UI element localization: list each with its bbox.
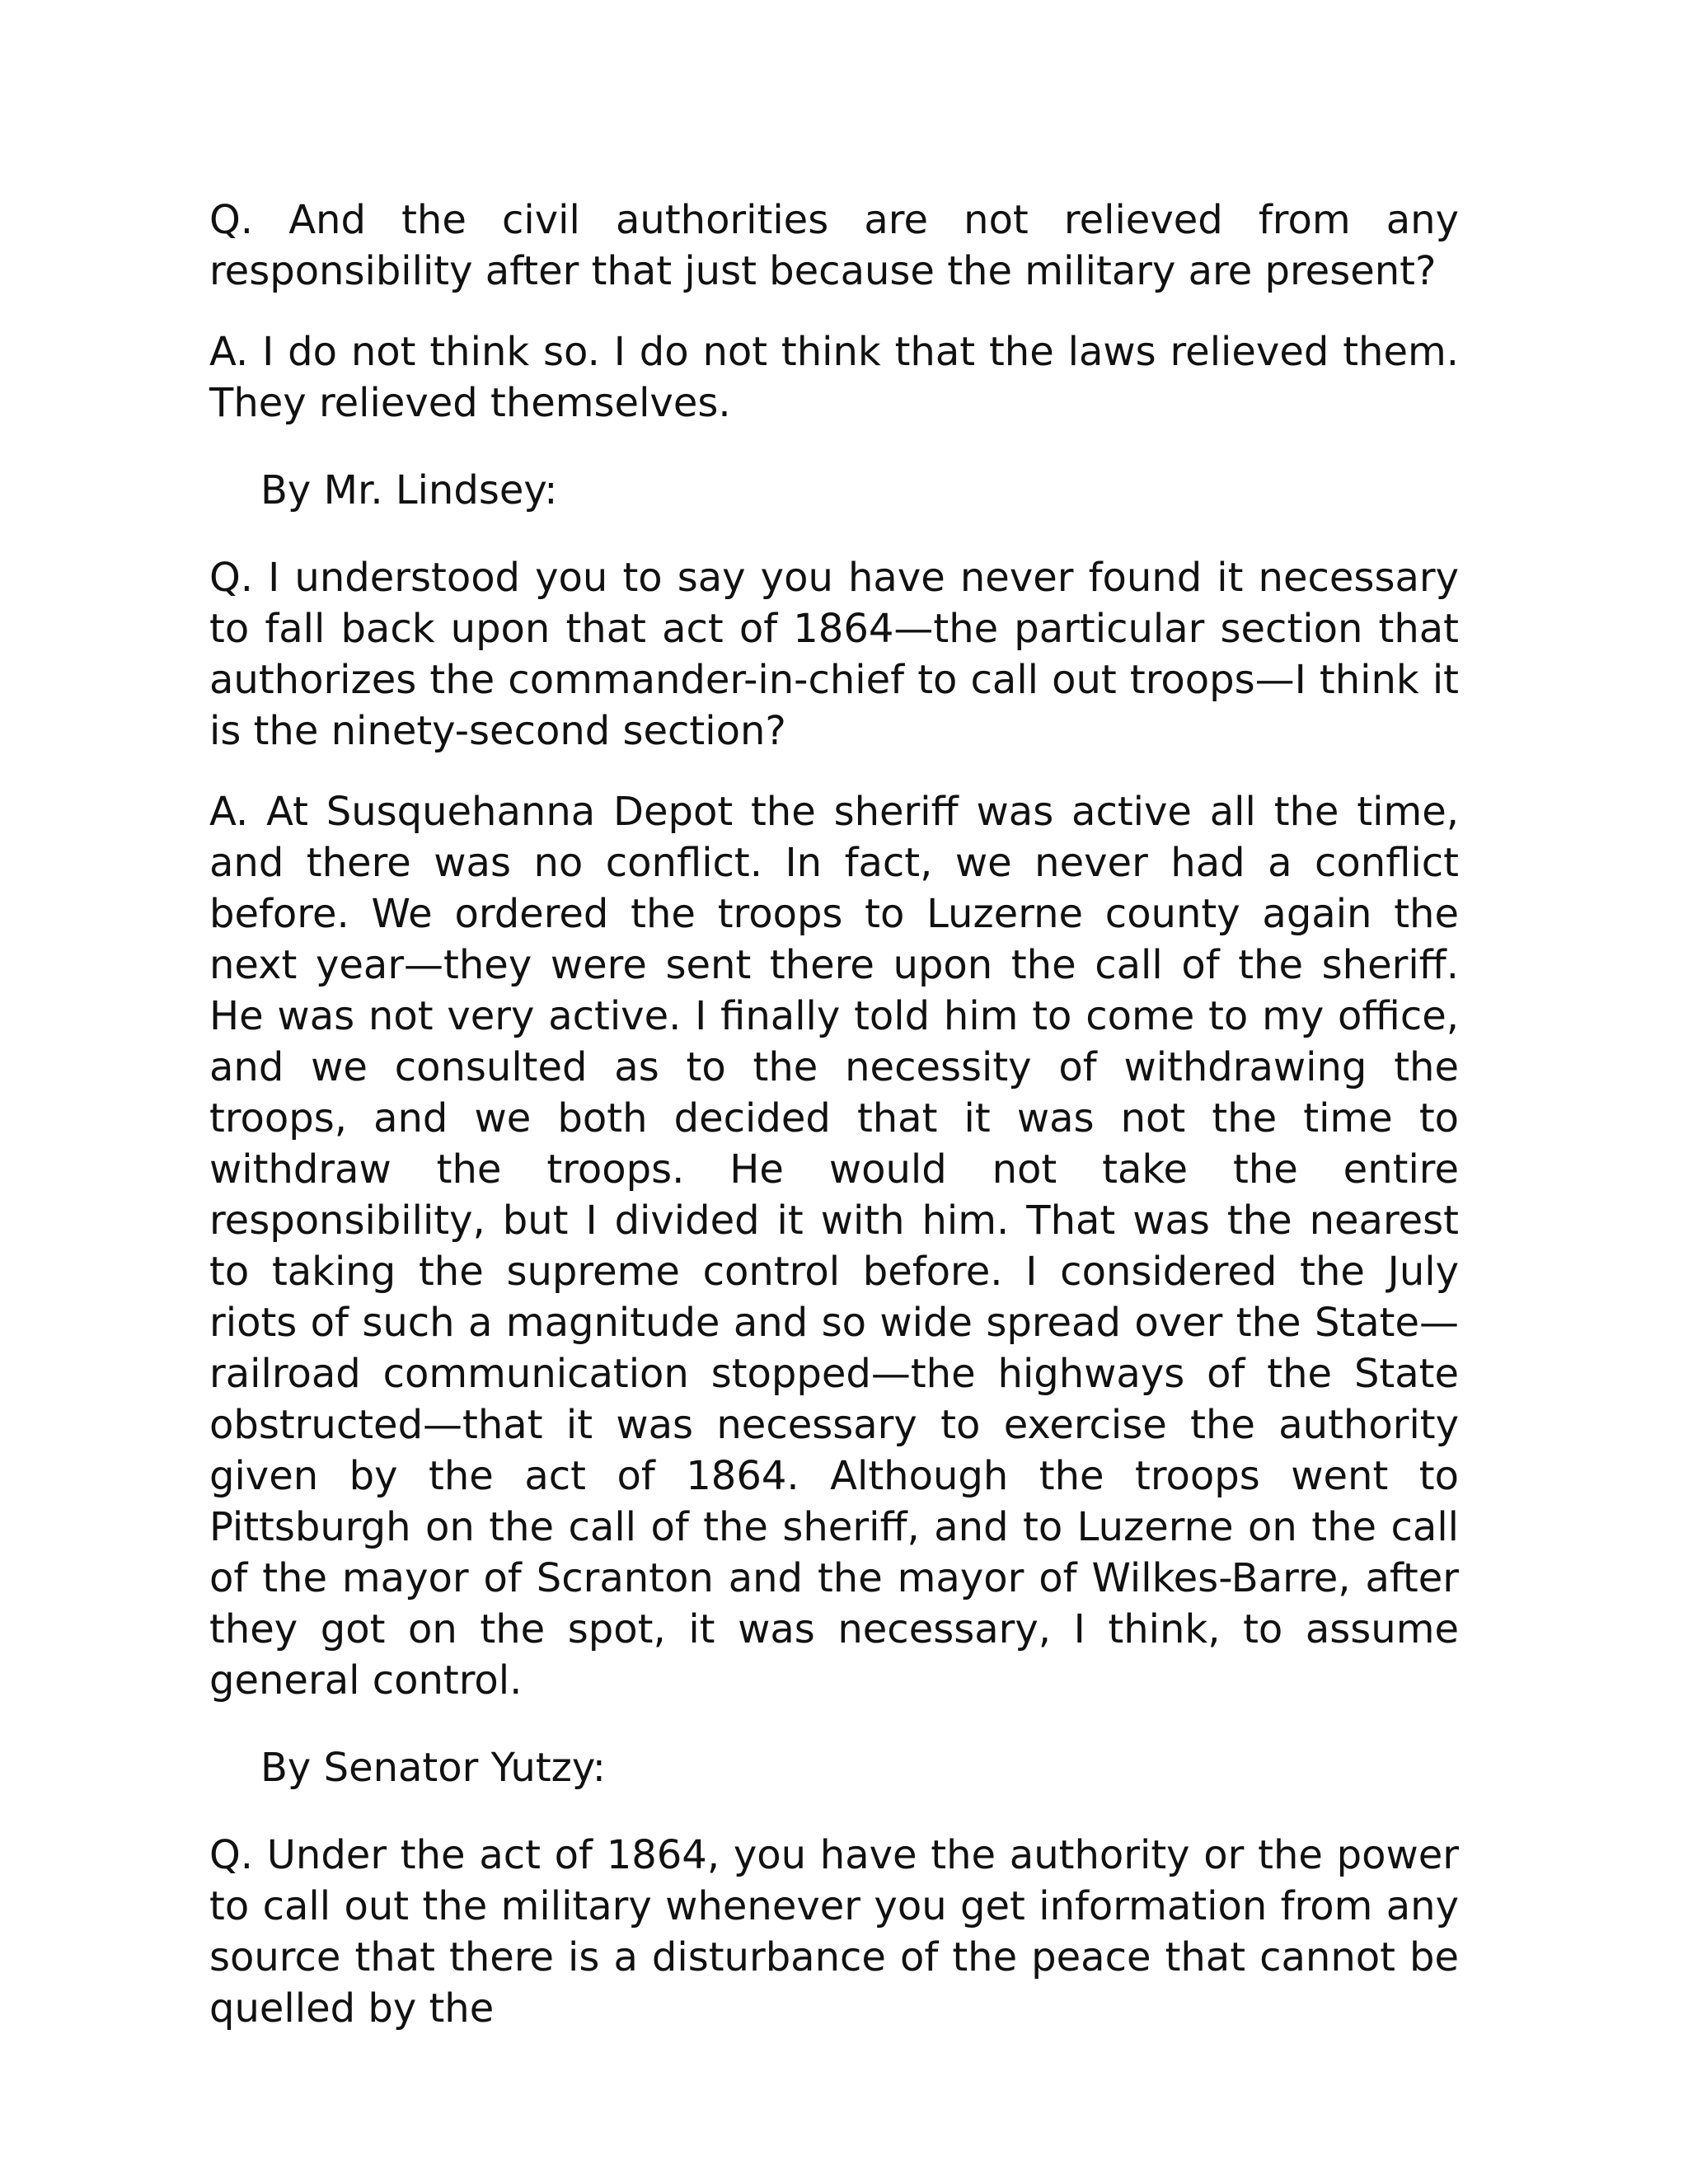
- document-page: [209, 194, 1459, 2034]
- speaker-attribution: By Mr. Lindsey:: [260, 467, 558, 513]
- question-paragraph: Q. Under the act of 1864, you have the authority or the power to call out the military whenever you get information from any source that there is a disturbance of the peace that cannot be quelled by the: [209, 1832, 1459, 2032]
- answer-paragraph: A. I do not think so. I do not think that the laws relieved them. They relieved themselves.: [209, 329, 1459, 426]
- question-paragraph: Q. And the civil authorities are not relieved from any responsibility after that just because the military are present?: [209, 197, 1459, 294]
- question-paragraph: Q. I understood you to say you have never found it necessary to fall back upon that act of 1864—the particular section that authorizes the commander-in-chief to call out troops—I think it is the ninety-second section?: [209, 555, 1459, 754]
- answer-paragraph: A. At Susquehanna Depot the sheriff was active all the time, and there was no conflict. In fact, we never had a conflict before. We ordered the troops to Luzerne county again the next year—they were sent there upon the call of the sheriff. He was not very active. I finally told him to come to my office, and we consulted as to the necessity of withdrawing the troops, and we both decided that it was not the time to withdraw the troops. He would not take the entire responsibility, but I divided it with him. That was the nearest to taking the supreme control before. I considered the July riots of such a magnitude and so wide spread over the State—railroad communication stopped—the highways of the State obstructed—that it was necessary to exercise the authority given by the act of 1864. Although the troops went to Pittsburgh on the call of the sheriff, and to Luzerne on the call of the mayor of Scranton and the mayor of Wilkes-Barre, after they got on the spot, it was necessary, I think, to assume general control.: [209, 789, 1459, 1704]
- speaker-attribution: By Senator Yutzy:: [260, 1745, 606, 1791]
